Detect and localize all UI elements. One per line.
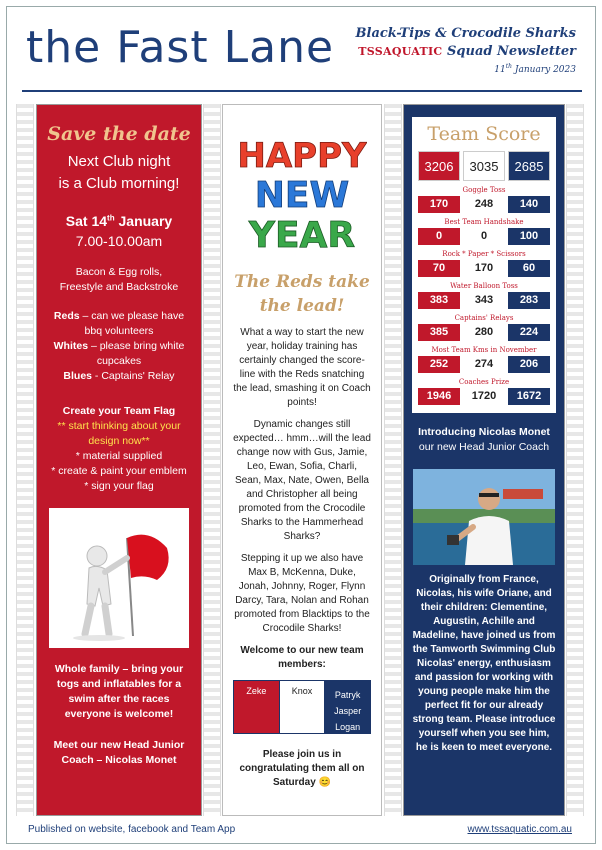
paragraph-1: What a way to start the new year, holiday training has certainly changed the score-line with the Reds snatching the lead, smashing it on Coach points! bbox=[233, 327, 371, 408]
white-score: 1720 bbox=[463, 388, 505, 405]
website-link[interactable]: www.tssaquatic.com.au bbox=[467, 824, 572, 835]
club-night-text: Next Club night is a Club morning! bbox=[58, 153, 180, 192]
squad-newsletter-line bbox=[356, 44, 576, 59]
white-score: 274 bbox=[463, 356, 505, 373]
blue-score: 224 bbox=[508, 324, 550, 341]
blue-team-members: Patryk Jasper Logan Harry bbox=[325, 681, 370, 733]
newsletter-label: Squad Newsletter bbox=[447, 44, 576, 59]
red-score: 1946 bbox=[418, 388, 460, 405]
event-name: Rock * Paper * Scissors bbox=[442, 250, 526, 258]
header-divider bbox=[22, 90, 582, 92]
event-name: Best Team Handshake bbox=[444, 218, 524, 226]
team-score-panel bbox=[412, 117, 556, 413]
event-scores-row bbox=[418, 388, 550, 405]
coach-bio: Originally from France, Nicolas, his wife Oriane, and their children: Clementine, Augustin, Achille and Madeline, have joined us from the Tamworth Swimming Club Nicolas' energy, enthusiasm and passion for working with young people make him the perfect fit for our already strong team. Please introduce yourself when you see him, he is keen to meet everyone. bbox=[412, 574, 556, 753]
blue-score: 60 bbox=[508, 260, 550, 277]
happy-new-year-graphic bbox=[237, 127, 367, 255]
team-score-column bbox=[403, 104, 565, 816]
year-word: YEAR bbox=[248, 215, 356, 255]
white-team-members: Knox bbox=[279, 681, 326, 733]
family-invite: Whole family – bring your togs and inflatables for a swim after the races everyone is welcome! bbox=[54, 663, 184, 720]
blue-total: 2685 bbox=[508, 151, 550, 181]
white-score: 343 bbox=[463, 292, 505, 309]
news-column bbox=[222, 104, 382, 816]
red-team-members: Zeke bbox=[234, 681, 279, 733]
red-score: 70 bbox=[418, 260, 460, 277]
new-members-table bbox=[233, 680, 371, 748]
red-score: 252 bbox=[418, 356, 460, 373]
red-score: 0 bbox=[418, 228, 460, 245]
red-score: 385 bbox=[418, 324, 460, 341]
figure-with-flag-icon bbox=[49, 508, 189, 648]
club-morning-column bbox=[36, 104, 202, 816]
blue-score: 140 bbox=[508, 196, 550, 213]
reds-lead-heading: The Reds take the lead! bbox=[234, 272, 370, 316]
blue-score: 1672 bbox=[508, 388, 550, 405]
header-info bbox=[356, 26, 576, 75]
white-score: 280 bbox=[463, 324, 505, 341]
lane-rope-1 bbox=[16, 104, 34, 816]
event-scores-row bbox=[418, 324, 550, 341]
score-events bbox=[418, 186, 550, 405]
event-name: Most Team Kms in November bbox=[431, 346, 537, 354]
white-score: 248 bbox=[463, 196, 505, 213]
flag-figure-image bbox=[49, 508, 189, 648]
paragraph-2: Dynamic changes still expected… hmm…will the lead change now with Gus, Jamie, Leo, Ewan, Sofia, Charli, Sean, Max, Nate, Owen, Bella and Christopher all being promoted from the Crocodile Sharks to the Hammerhead Sharks? bbox=[233, 419, 371, 542]
event-name: Coaches Prize bbox=[458, 378, 510, 386]
closing-text: Please join us in congratulating them all on Saturday 😊 bbox=[239, 749, 365, 788]
team-tasks: Reds – can we please have bbq volunteers Whites – please bring white cupcakes Blues - Captains' Relay bbox=[53, 310, 185, 382]
coach-photo-illustration-icon bbox=[413, 469, 555, 565]
event-scores-row bbox=[418, 356, 550, 373]
published-on-text: Published on website, facebook and Team App bbox=[28, 824, 236, 835]
event-scores-row bbox=[418, 196, 550, 213]
event-name: Goggle Toss bbox=[462, 186, 506, 194]
lane-rope-2 bbox=[203, 104, 221, 816]
white-total: 3035 bbox=[463, 151, 505, 181]
event-name: Water Balloon Toss bbox=[450, 282, 518, 290]
food-info: Bacon & Egg rolls, Freestyle and Backstroke bbox=[59, 266, 179, 293]
blue-score: 283 bbox=[508, 292, 550, 309]
issue-date: 11th January 2023 bbox=[494, 63, 576, 75]
event-time: 7.00-10.00am bbox=[75, 233, 163, 249]
happy-word: HAPPY bbox=[237, 136, 367, 176]
blue-score: 100 bbox=[508, 228, 550, 245]
brand-logo: TSSAQUATIC bbox=[358, 45, 443, 58]
paragraph-3: Stepping it up we also have Max B, McKenna, Duke, Jonah, Johnny, Roger, Flynn Darcy, Tara, Nolan and Rohan promoted from Blacktips to the Crocodile Sharks! bbox=[234, 553, 370, 634]
squad-names: Black-Tips & Crocodile Sharks bbox=[355, 26, 576, 41]
meet-coach-text: Meet our new Head Junior Coach – Nicolas Monet bbox=[53, 739, 185, 766]
welcome-heading: Welcome to our new team members: bbox=[240, 645, 364, 670]
score-totals bbox=[418, 151, 550, 181]
red-score: 383 bbox=[418, 292, 460, 309]
event-date: Sat 14th January bbox=[65, 213, 173, 229]
lane-rope-3 bbox=[384, 104, 402, 816]
red-total: 3206 bbox=[418, 151, 460, 181]
blue-score: 206 bbox=[508, 356, 550, 373]
event-name: Captains' Relays bbox=[454, 314, 514, 322]
coach-photo bbox=[413, 469, 555, 565]
red-score: 170 bbox=[418, 196, 460, 213]
white-score: 0 bbox=[463, 228, 505, 245]
lane-rope-4 bbox=[566, 104, 584, 816]
event-scores-row bbox=[418, 228, 550, 245]
event-scores-row bbox=[418, 292, 550, 309]
white-score: 170 bbox=[463, 260, 505, 277]
team-score-heading: Team Score bbox=[427, 123, 541, 145]
event-scores-row bbox=[418, 260, 550, 277]
team-flag-info: Create your Team Flag ** start thinking about your design now** * material supplied * create & paint your emblem * sign your flag bbox=[51, 405, 187, 492]
newsletter-title: the Fast Lane bbox=[26, 22, 335, 73]
new-word: NEW bbox=[254, 175, 350, 216]
save-the-date-heading: Save the date bbox=[47, 123, 191, 145]
coach-intro: Introducing Nicolas Monet our new Head Junior Coach bbox=[418, 426, 550, 453]
